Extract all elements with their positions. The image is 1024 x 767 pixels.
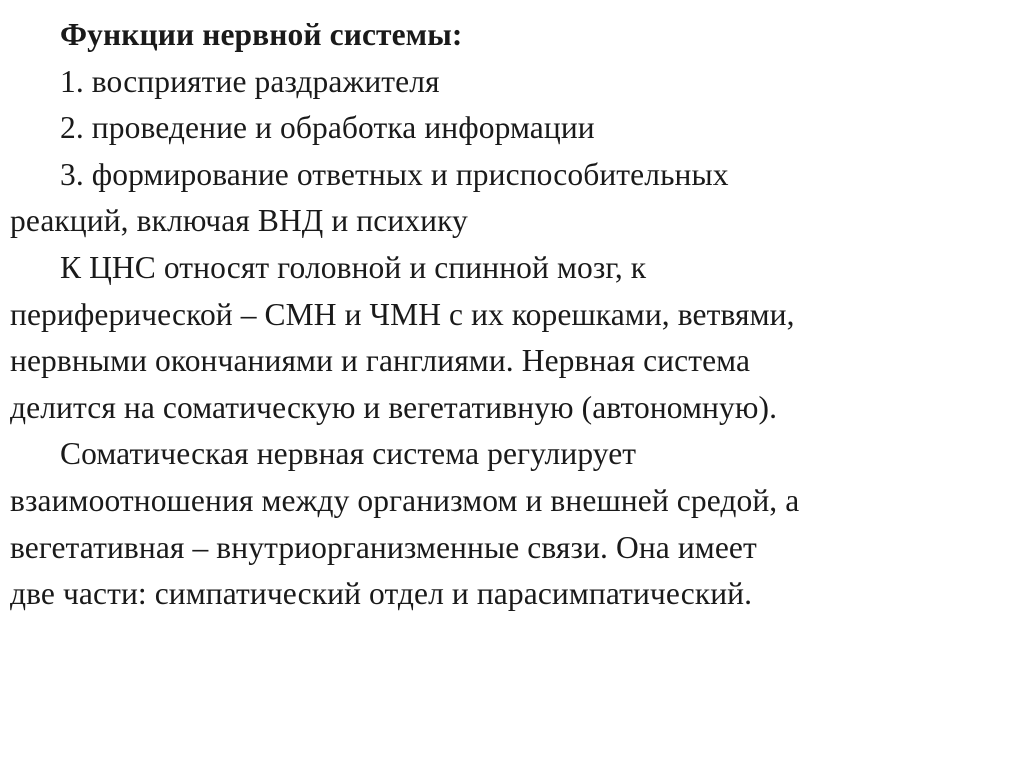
paragraph-cns-line-4: делится на соматическую и вегетативную (автономную). — [10, 389, 778, 425]
paragraph-cns-line-1: К ЦНС относят головной и спинной мозг, к — [60, 249, 647, 285]
function-item-2: 2. проведение и обработка информации — [60, 110, 595, 146]
paragraph-cns-line-3: нервными окончаниями и ганглиями. Нервная система — [10, 343, 751, 379]
function-item-1: 1. восприятие раздражителя — [60, 63, 440, 99]
paragraph-somatic-line-3: вегетативная – внутриорганизменные связи. Она имеет — [10, 529, 757, 565]
paragraph-somatic-line-1: Соматическая нервная система регулирует — [60, 436, 637, 472]
slide-heading: Функции нервной системы: — [60, 17, 463, 52]
paragraph-cns-line-2: периферической – СМН и ЧМН с их корешками, ветвями, — [10, 296, 795, 332]
function-item-3: 3. формирование ответных и приспособительных — [60, 156, 729, 192]
function-item-3-continuation: реакций, включая ВНД и психику — [10, 203, 468, 239]
paragraph-somatic-line-4: две части: симпатический отдел и парасимпатический. — [10, 576, 753, 612]
slide-text-block — [10, 12, 1014, 618]
paragraph-somatic-line-2: взаимоотношения между организмом и внешней средой, а — [10, 482, 800, 518]
